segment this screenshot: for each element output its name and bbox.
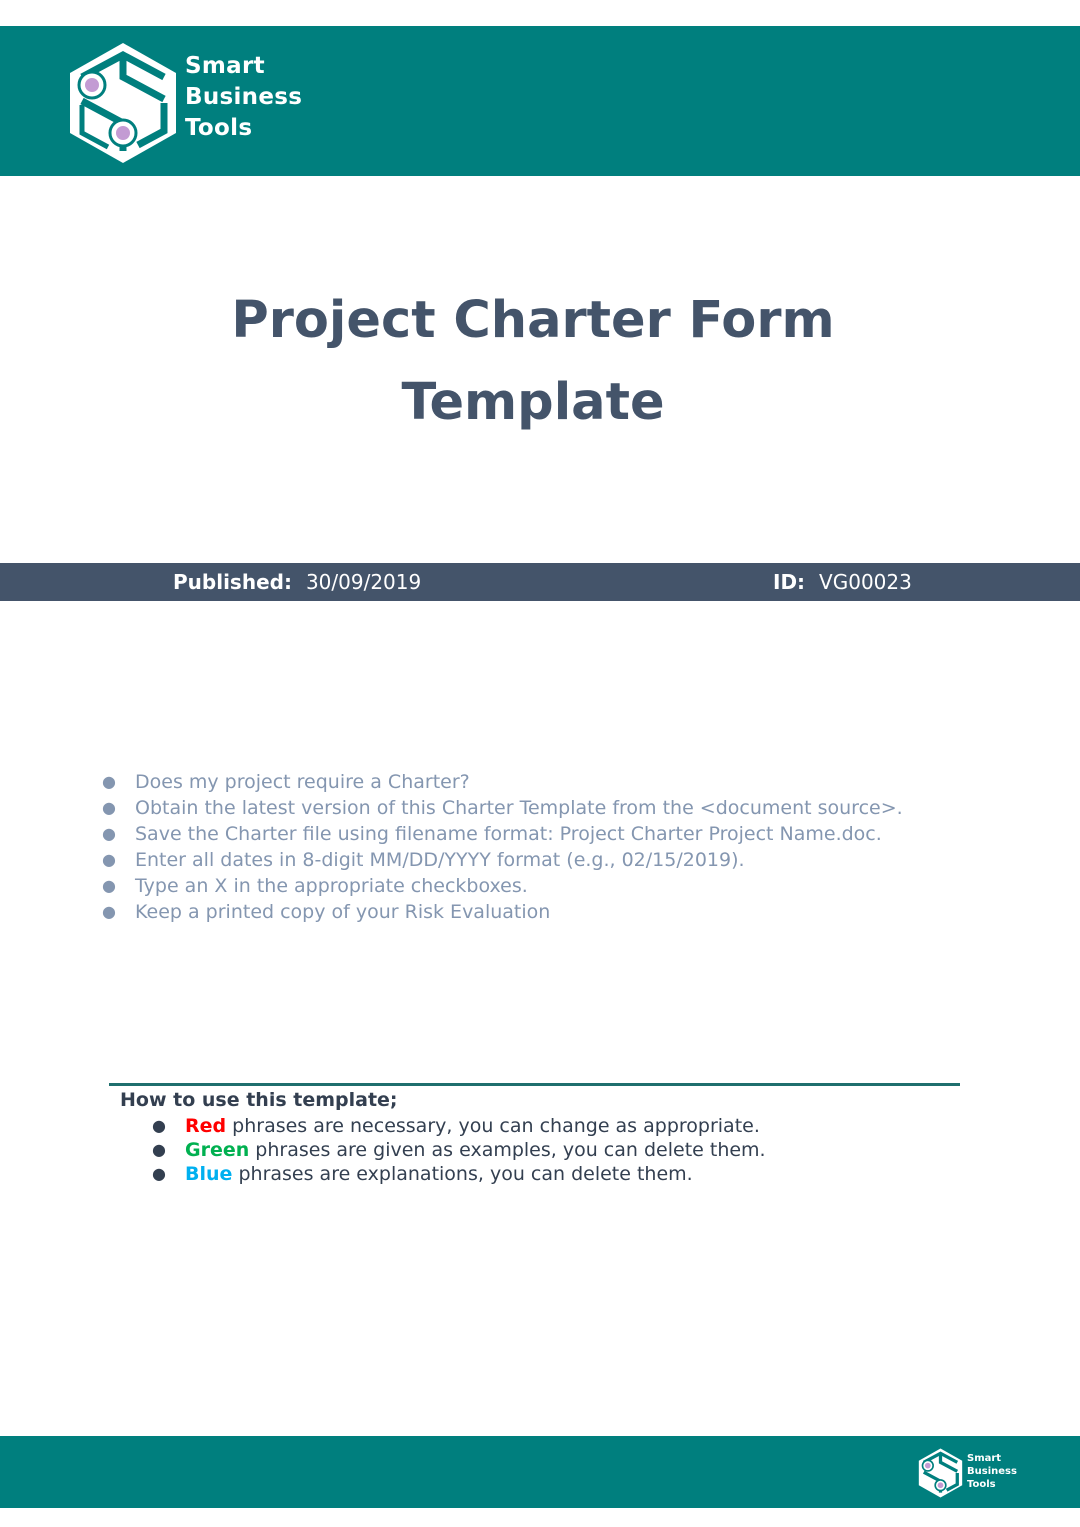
bullet-icon: ● xyxy=(102,876,116,895)
list-item-text: Save the Charter file using filename format: Project Charter Project Name.doc. xyxy=(135,823,882,845)
how-to-text: phrases are given as examples, you can delete them. xyxy=(249,1139,766,1161)
keyword-green: Green xyxy=(185,1139,250,1161)
brand-logo xyxy=(68,41,308,165)
list-item-text: Type an X in the appropriate checkboxes. xyxy=(135,875,528,897)
footer-brand-line-2: Business xyxy=(967,1466,1017,1477)
how-to-item-red xyxy=(150,1114,766,1138)
list-item-text: Enter all dates in 8-digit MM/DD/YYYY format (e.g., 02/15/2019). xyxy=(135,849,745,871)
list-item xyxy=(100,821,1000,847)
footer-brand-logo xyxy=(918,1447,1028,1499)
list-item xyxy=(100,795,1000,821)
list-item xyxy=(100,769,1000,795)
footer-wordmark xyxy=(967,1452,1017,1491)
title-line-1: Project Charter Form xyxy=(231,291,835,350)
id-value: VG00023 xyxy=(819,570,912,594)
brand-line-1: Smart xyxy=(185,53,265,79)
bullet-icon: ● xyxy=(102,798,116,817)
bullet-icon: ● xyxy=(152,1140,166,1159)
how-to-heading: How to use this template; xyxy=(120,1089,398,1111)
brand-line-3: Tools xyxy=(185,115,253,141)
bullet-icon: ● xyxy=(102,772,116,791)
bullet-icon: ● xyxy=(152,1164,166,1183)
document-title xyxy=(0,280,1066,444)
bullet-icon: ● xyxy=(152,1116,166,1135)
bullet-icon: ● xyxy=(102,902,116,921)
header-band xyxy=(0,26,1080,176)
list-item xyxy=(100,873,1000,899)
list-item-text: Does my project require a Charter? xyxy=(135,771,470,793)
how-to-text: phrases are explanations, you can delete them. xyxy=(232,1163,693,1185)
cube-logo-icon xyxy=(918,1447,963,1499)
bullet-icon: ● xyxy=(102,850,116,869)
brand-wordmark xyxy=(185,51,302,144)
published-info xyxy=(173,570,421,594)
title-line-2: Template xyxy=(401,373,665,432)
id-label: ID: xyxy=(773,570,806,594)
published-label: Published: xyxy=(173,570,292,594)
how-to-list xyxy=(150,1114,766,1186)
published-date: 30/09/2019 xyxy=(305,570,422,594)
cube-logo-icon xyxy=(68,41,178,165)
brand-line-2: Business xyxy=(185,84,303,110)
bullet-icon: ● xyxy=(102,824,116,843)
how-to-item-green xyxy=(150,1138,766,1162)
how-to-item-blue xyxy=(150,1162,766,1186)
keyword-red: Red xyxy=(185,1115,227,1137)
footer-brand-line-1: Smart xyxy=(967,1453,1002,1464)
document-id-info xyxy=(773,570,912,594)
published-bar xyxy=(0,563,1080,601)
list-item xyxy=(100,847,1000,873)
list-item-text: Keep a printed copy of your Risk Evaluation xyxy=(135,901,551,923)
list-item xyxy=(100,899,1000,925)
instruction-list xyxy=(100,769,1000,925)
footer-band xyxy=(0,1436,1080,1508)
footer-brand-line-3: Tools xyxy=(967,1479,996,1490)
section-divider xyxy=(109,1083,960,1086)
how-to-text: phrases are necessary, you can change as appropriate. xyxy=(226,1115,760,1137)
keyword-blue: Blue xyxy=(185,1163,233,1185)
list-item-text: Obtain the latest version of this Charter Template from the <document source>. xyxy=(135,797,903,819)
